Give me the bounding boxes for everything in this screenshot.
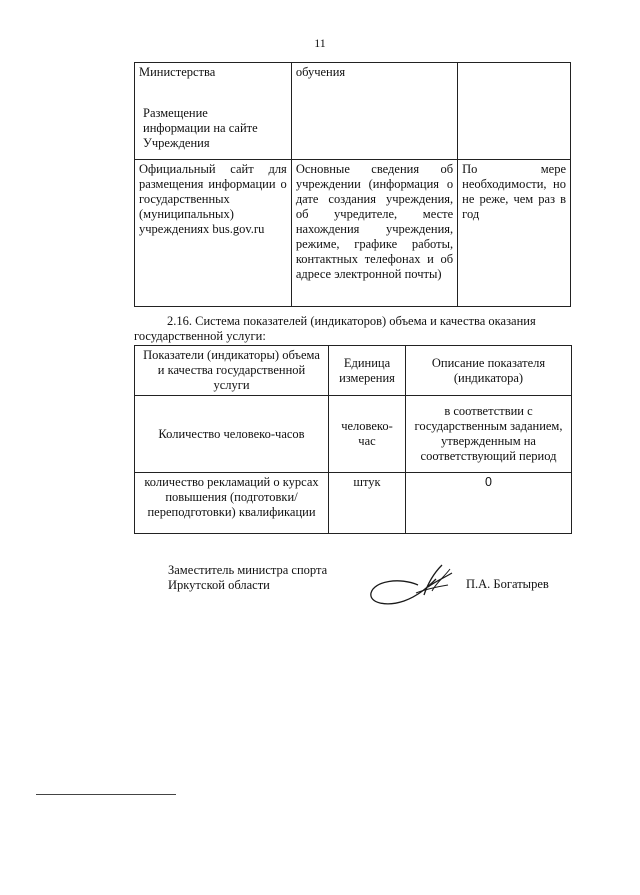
table1-r1c1-text-b: Размещение информации на сайте Учреждения xyxy=(143,106,258,150)
services-info-table xyxy=(134,62,571,307)
signatory-title-line1: Заместитель министра спорта xyxy=(168,563,328,577)
signatory-title-line2: Иркутской области xyxy=(168,578,270,592)
table2-row2-indicator: количество рекламаций о курсах повышения (подготовки/переподготовки) квалификации xyxy=(135,473,329,534)
table2-row2-unit: штук xyxy=(329,473,406,534)
table1-cell-r1c3 xyxy=(458,63,571,160)
table2-row2-description: 0 xyxy=(406,473,572,534)
signatory-name: П.А. Богатырев xyxy=(466,577,549,591)
table1-cell-r2c1: Официальный сайт для размещения информации о государственных (муниципальных) учреждениях bus.gov.ru xyxy=(135,160,292,307)
section-paragraph: 2.16. Система показателей (индикаторов) объема и качества оказания государственной услуги: xyxy=(134,314,536,343)
signatory-title xyxy=(168,563,327,593)
table1-r1c2-text: обучения xyxy=(295,65,346,79)
table1-cell-r2c3: По мере необходимости, но не реже, чем раз в год xyxy=(458,160,571,307)
table2-header-indicator: Показатели (индикаторы) объема и качества государственной услуги xyxy=(135,346,329,396)
table2-row1-description: в соответствии с государственным заданием, утвержденным на соответствующий период xyxy=(406,396,572,473)
footnote-divider xyxy=(36,794,176,795)
table1-cell-r1c2 xyxy=(291,63,457,160)
table2-row1-indicator: Количество человеко-часов xyxy=(135,396,329,473)
table2-header-description: Описание показателя (индикатора) xyxy=(406,346,572,396)
handwritten-signature xyxy=(366,555,462,611)
table2-header-unit: Единица измерения xyxy=(329,346,406,396)
table1-cell-r1c1 xyxy=(135,63,292,160)
table1-r1c1-text-a: Министерства xyxy=(139,65,216,79)
indicators-table xyxy=(134,345,572,534)
table1-cell-r2c2: Основные сведения об учреждении (информация о дате создания учреждения, об учредителе, месте нахождения учреждения, режиме, графике работы, контактных телефонах и об адресе электронной почты) xyxy=(291,160,457,307)
table2-row1-unit: человеко-час xyxy=(329,396,406,473)
page-number: 11 xyxy=(314,36,326,50)
